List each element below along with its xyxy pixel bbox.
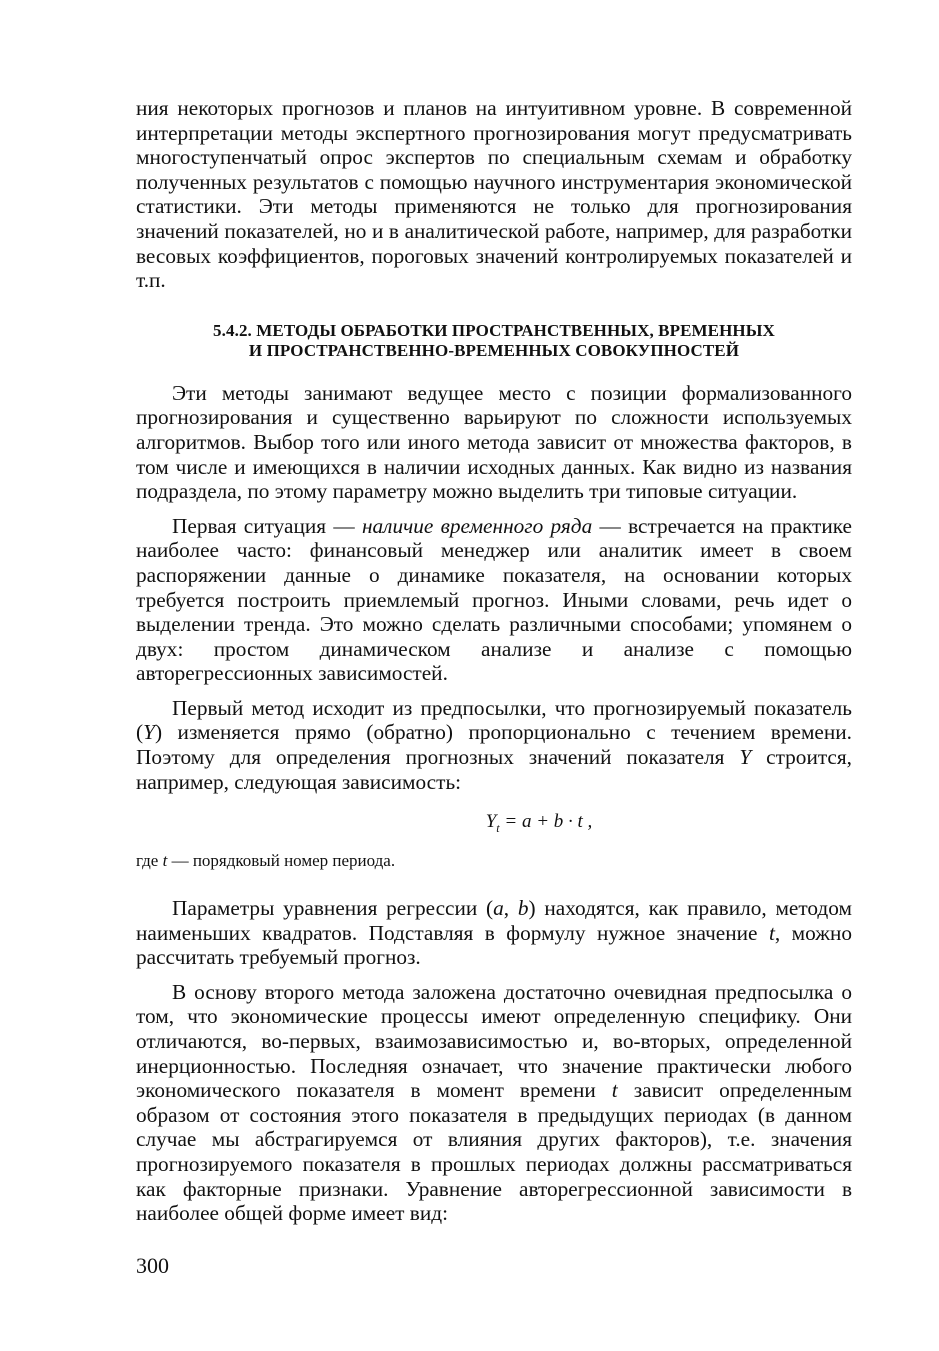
- trend-formula: [136, 810, 852, 840]
- page-number: 300: [136, 1253, 169, 1278]
- paragraph-4-sep: ,: [503, 896, 518, 921]
- paragraph-5: [136, 980, 852, 1226]
- paragraph-3-part-1: Первый метод исходит из предпосылки, что прогнозируемый показатель (: [136, 695, 852, 745]
- paragraph-2: [136, 514, 852, 686]
- paragraph-2-emphasis: наличие временного ряда: [361, 513, 593, 538]
- formula-lhs-subscript: t: [496, 821, 500, 836]
- paragraph-4-var-b: b: [517, 896, 529, 921]
- paragraph-3-part-2: ) изменяется прямо (обратно) пропорционально с течением времени. Поэтому для определения прогнозных значений показателя: [136, 720, 852, 770]
- paragraph-4-part-1: Параметры уравнения регрессии (: [172, 896, 494, 921]
- paragraph-2-after: — встречается на практике наиболее часто: финансовый менеджер или аналитик имеет в своем распоряжении данные о динамике показателя, на основании которых требуется построить приемлемый прогноз. Иными словами, речь идет о выделении тренда. Это можно сделать различными способами; упомянем о двух: простом динамическом анализе и анализе с помощью авторегрессионных зависимостей.: [136, 513, 852, 686]
- paragraph-4-part-2: ) находятся, как правило, методом наименьших квадратов. Подставляя в формулу нужное значение: [136, 896, 852, 945]
- section-heading-line-2: И ПРОСТРАНСТВЕННО-ВРЕМЕННЫХ СОВОКУПНОСТЕЙ: [248, 340, 740, 360]
- formula-note-text: — порядковый номер периода.: [167, 851, 396, 871]
- paragraph-2-before: Первая ситуация —: [172, 513, 362, 538]
- intro-paragraph: ния некоторых прогнозов и планов на интуитивном уровне. В современной интерпретации методы экспертного прогнозирования могут предусматривать многоступенчатый опрос экспертов по специальным схемам и обработку полученных результатов с помощью научного инструментария экономической статистики. Эти методы применяются не только для прогнозирования значений показателей, но и в аналитической работе, например, для разработки весовых коэффициентов, пороговых значений контролируемых показателей и т.п.: [136, 96, 852, 293]
- paragraph-5-var-t: t: [611, 1078, 618, 1103]
- paragraph-3-part-3: строится, например, следующая зависимость:: [136, 745, 852, 794]
- formula-note-var: t: [162, 851, 168, 871]
- paragraph-4-part-3: , можно рассчитать требуемый прогноз.: [136, 920, 852, 970]
- paragraph-3-var-y-2: Y: [739, 745, 752, 770]
- paragraph-4-var-a: a: [493, 896, 504, 921]
- paragraph-5-part-2: зависит определенным образом от состояния этого показателя в предыдущих периодах (в данном случае мы абстрагируемся от влияния других факторов), т.е. значения прогнозируемого показателя в прошлых периодах должны рассматриваться как факторные признаки. Уравнение авторегрессионной зависимости в наиболее общей форме имеет вид:: [136, 1078, 852, 1226]
- formula-lhs: Y: [485, 811, 497, 833]
- paragraph-4-var-t: t: [768, 920, 775, 945]
- formula-rhs: = a + b · t ,: [499, 811, 593, 833]
- paragraph-3-var-y: Y: [143, 720, 155, 745]
- paragraph-1: Эти методы занимают ведущее место с позиции формализованного прогнозирования и существенно варьируют по сложности используемых алгоритмов. Выбор того или иного метода зависит от множества факторов, в том числе и имеющихся в наличии исходных данных. Как видно из названия подраздела, по этому параметру можно выделить три типовые ситуации.: [136, 380, 852, 504]
- paragraph-3: [136, 696, 852, 794]
- section-heading-line-1: 5.4.2. МЕТОДЫ ОБРАБОТКИ ПРОСТРАНСТВЕННЫХ, ВРЕМЕННЫХ: [213, 320, 775, 340]
- section-heading: [136, 321, 852, 361]
- paragraph-5-part-1: В основу второго метода заложена достаточно очевидная предпосылка о том, что экономические процессы имеют определенную специфику. Они отличаются, во-первых, взаимозависимостью и, во-вторых, определенной инерционностью. Последняя означает, что значение практически любого экономического показателя в момент времени: [136, 979, 852, 1103]
- formula-note-prefix: где: [136, 851, 163, 871]
- paragraph-4: [136, 896, 852, 970]
- page-body: [136, 96, 852, 1226]
- formula-note: [136, 850, 852, 872]
